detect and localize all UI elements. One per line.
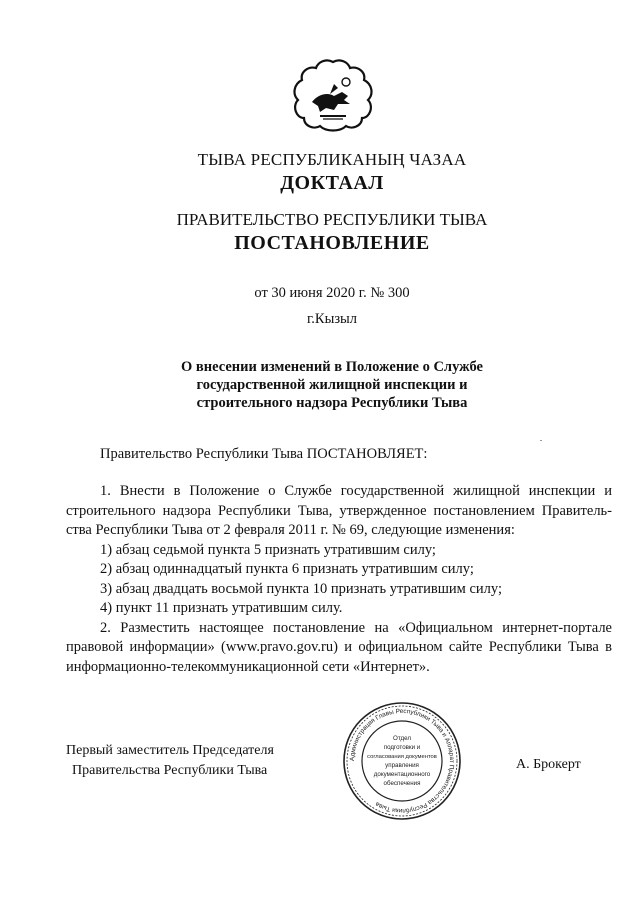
- signatory-position-line: Правительства Республики Тыва: [72, 763, 268, 778]
- header-title-tyvan: ТЫВА РЕСПУБЛИКАНЫҢ ЧАЗАА: [197, 150, 467, 169]
- preamble: Правительство Республики Тыва ПОСТАНОВЛЯЕТ:: [100, 446, 428, 462]
- stamp-center-line: согласования документов: [367, 754, 437, 760]
- body-line: 4) пункт 11 признать утратившим силу.: [100, 600, 343, 616]
- header-doc-type-tyvan: ДОКТААЛ: [280, 172, 384, 194]
- stamp-ring-text: Администрация Главы Республики Тыва и Аппарат Правительства Республики Тыва: [348, 707, 456, 815]
- official-stamp-seal: [341, 700, 463, 822]
- body-line: информационно-телекоммуникационной сети «Интернет».: [66, 658, 430, 675]
- stamp-center-line: документационного: [373, 771, 431, 778]
- stamp-center-line: Отдел: [393, 735, 411, 742]
- stamp-center-line: управления: [385, 762, 419, 769]
- signatory-name: А. Брокерт: [516, 757, 581, 772]
- body-line: строительного надзора Республики Тыва, утвержденное постановлением Правитель-: [66, 502, 612, 519]
- tuva-emblem-icon: [290, 58, 376, 132]
- document-body: [66, 482, 612, 677]
- title-line: государственной жилищной инспекции и: [196, 377, 468, 393]
- signatory-position: [66, 741, 274, 781]
- body-line: 1) абзац седьмой пункта 5 признать утратившим силу;: [100, 541, 436, 558]
- body-line: ства Республики Тыва от 2 февраля 2011 г. № 69, следующие изменения:: [66, 522, 515, 538]
- document-city: г.Кызыл: [306, 311, 358, 327]
- scan-speck: [540, 440, 542, 441]
- title-line: строительного надзора Республики Тыва: [196, 395, 468, 411]
- signatory-position-line: Первый заместитель Председателя: [66, 743, 274, 758]
- body-line: 1. Внести в Положение о Службе государственной жилищной инспекции и: [100, 483, 612, 499]
- body-line: 3) абзац двадцать восьмой пункта 10 признать утратившим силу;: [100, 580, 502, 597]
- header-doc-type-russian: ПОСТАНОВЛЕНИЕ: [234, 232, 430, 254]
- body-line: правовой информации» (www.pravo.gov.ru) и официальном сайте Республики Тыва в: [66, 639, 612, 655]
- header-title-russian: ПРАВИТЕЛЬСТВО РЕСПУБЛИКИ ТЫВА: [176, 210, 488, 229]
- document-title: [0, 358, 640, 412]
- document-date: от 30 июня 2020 г. № 300: [254, 285, 410, 301]
- body-line: 2) абзац одиннадцатый пункта 6 признать утратившим силу;: [100, 561, 474, 577]
- stamp-center-line: подготовки и: [383, 744, 421, 751]
- stamp-center-line: обеспечения: [383, 780, 421, 787]
- title-line: О внесении изменений в Положение о Службе: [181, 359, 483, 375]
- body-line: 2. Разместить настоящее постановление на «Официальном интернет-портале: [100, 619, 612, 636]
